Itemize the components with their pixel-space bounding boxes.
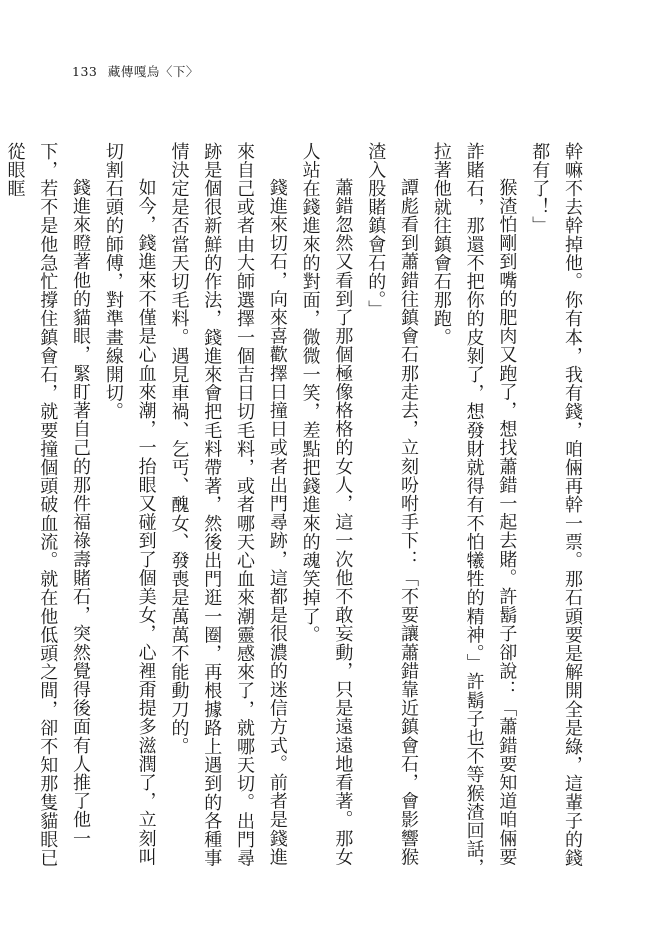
paragraph-2: 猴渣怕剛到嘴的肥肉又跑了，想找蕭錯一起去賭。許鬍子卻說：「蕭錯要知道咱倆要詐賭石，那還不把你的皮剝了，想發財就得有不怕犧牲的精神。」許鬍子也不等猴渣回話，拉著他就往鎮會石那跑。: [430, 142, 518, 877]
paragraph-4: 蕭錯忽然又看到了那個極像格格的女人，這一次他不敢妄動，只是遠遠地看著。那女人站在錢進來的對面，微微一笑，差點把錢進來的魂笑掉了。: [299, 142, 354, 867]
vertical-body-text: [4, 142, 588, 882]
paragraph-3: 譚彪看到蕭錯往鎮會石那走去，立刻吩咐手下：「不要讓蕭錯靠近鎮會石，會影響猴渣入股賭鎮會石的。」: [365, 142, 420, 867]
paragraph-7: 錢進來瞪著他的貓眼，緊盯著自己的那件福祿壽賭石，突然覺得後面有人推了他一下，若不是他急忙撐住鎮會石，就要撞個頭破血流。就在他低頭之間，卻不知那隻貓眼已從眼眶: [4, 142, 92, 868]
book-title: 藏傳嘎烏〈下〉: [107, 64, 199, 79]
paragraph-6: 如今，錢進來不僅是心血來潮，一抬眼又碰到了個美女，心裡甭提多滋潤了，立刻叫切割石頭的師傅，對準畫線開切。: [102, 142, 157, 867]
running-header: [72, 62, 199, 80]
page-number: 133: [72, 64, 98, 79]
paragraph-1: 幹嘛不去幹掉他。你有本，我有錢，咱倆再幹一票。那石頭要是解開全是綠，這輩子的錢都有了！」: [529, 142, 583, 868]
paragraph-5: 錢進來切石，向來喜歡擇日撞日或者出門尋跡，這都是很濃的迷信方式。前者是錢進來自己或者由大師選擇一個吉日切毛料，或者哪天心血來潮靈感來了，就哪天切。出門尋跡是個很新鮮的作法，錢進來會把毛料帶著，然後出門逛一圈，再根據路上遇到的各種事情決定是否當天切毛料。遇見車禍、乞丐、醜女、發喪是萬萬不能動刀的。: [168, 142, 288, 868]
